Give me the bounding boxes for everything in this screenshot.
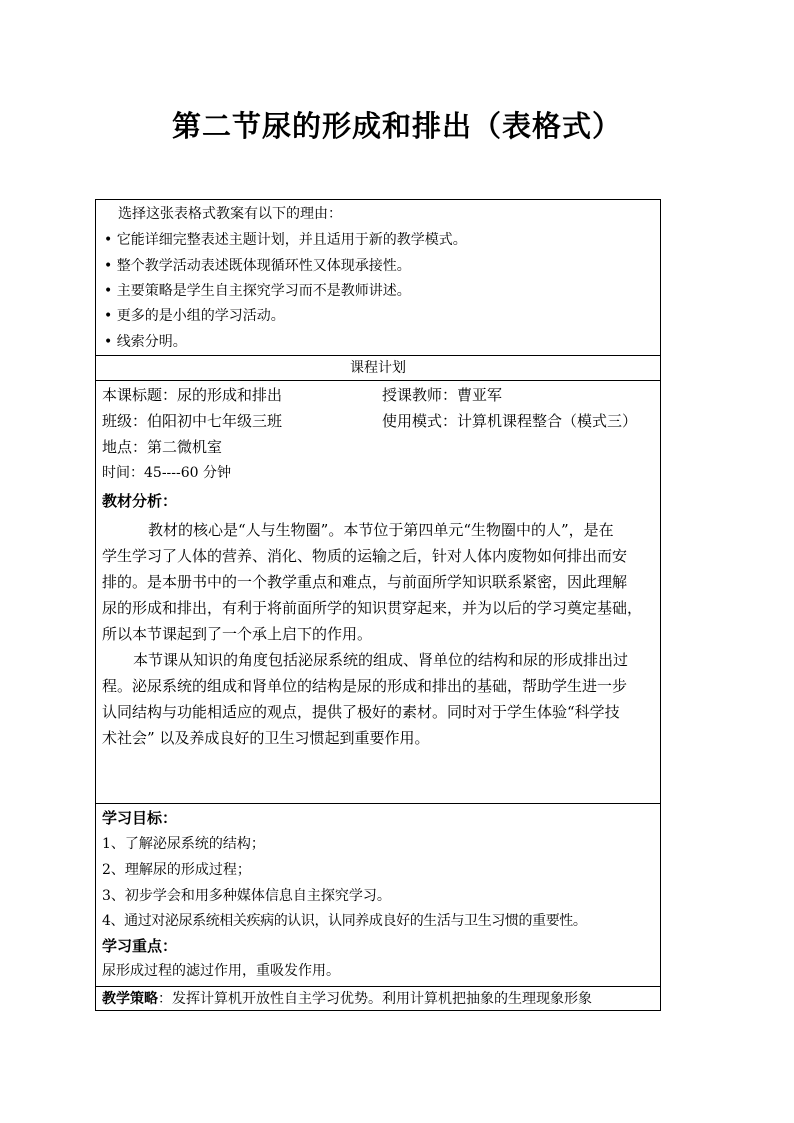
strategy-text: ：发挥计算机开放性自主学习优势。利用计算机把抽象的生理现象形象 [158,991,592,1007]
analysis-para1-line: 所以本节课起到了一个承上启下的作用。 [102,625,373,643]
analysis-para1-line: 排的。是本册书中的一个教学重点和难点，与前面所学知识联系紧密，因此理解 [102,573,628,591]
objective-item: 4、通过对泌尿系统相关疾病的认识，认同养成良好的生活与卫生习惯的重要性。 [102,913,587,929]
reason-item: • 线索分明。 [104,334,187,350]
divider [96,380,660,381]
analysis-para2-line: 术社会” 以及养成良好的卫生习惯起到重要作用。 [102,729,430,747]
reason-item: • 主要策略是学生自主探究学习而不是教师讲述。 [104,283,411,299]
lesson-location: 地点：第二微机室 [102,438,223,456]
analysis-para1-line: 学生学习了人体的营养、消化、物质的运输之后，针对人体内废物如何排出而安 [102,547,628,565]
page-title: 第二节尿的形成和排出（表格式） [171,109,622,143]
strategy-heading: 教学策略 [102,991,158,1007]
keypoints-text: 尿形成过程的滤过作用，重吸发作用。 [102,963,340,979]
reason-item: • 更多的是小组的学习活动。 [104,308,285,324]
lesson-class: 班级：伯阳初中七年级三班 [102,412,283,430]
divider [96,355,660,356]
lesson-teacher: 授课教师：曹亚军 [382,386,503,404]
analysis-para2-line: 程。泌尿系统的组成和肾单位的结构是尿的形成和排出的基础，帮助学生进一步 [102,677,628,695]
analysis-para1-line: 尿的形成和排出，有利于将前面所学的知识贯穿起来，并为以后的学习奠定基础， [102,599,643,617]
strategy-row [102,989,592,1009]
reason-item: • 整个教学活动表述既体现循环性又体现承接性。 [104,258,411,274]
divider [96,986,660,987]
lesson-time: 时间：45----60 分钟 [102,465,232,481]
analysis-para1-line: 教材的核心是“人与生物圈”。本节位于第四单元“生物圈中的人”，是在 [148,521,614,539]
lesson-topic: 本课标题：尿的形成和排出 [102,386,283,404]
reasons-intro: 选择这张表格式教案有以下的理由： [118,206,342,222]
lesson-plan-table [95,199,661,1011]
lesson-mode: 使用模式：计算机课程整合（模式三） [382,412,638,430]
reason-item: • 它能详细完整表述主题计划，并且适用于新的教学模式。 [104,232,467,248]
divider [96,803,660,804]
plan-header: 课程计划 [350,360,406,376]
objective-item: 3、初步学会和用多种媒体信息自主探究学习。 [102,888,391,904]
analysis-para2-line: 认同结构与功能相适应的观点，提供了极好的素材。同时对于学生体验“科学技 [102,703,620,721]
keypoints-heading: 学习重点： [102,937,178,955]
objective-item: 2、理解尿的形成过程； [102,862,251,878]
analysis-para2-line: 本节课从知识的角度包括泌尿系统的组成、肾单位的结构和尿的形成排出过 [133,651,629,669]
objective-item: 1、了解泌尿系统的结构； [102,836,265,852]
analysis-heading: 教材分析： [102,492,178,510]
objectives-heading: 学习目标： [102,809,178,827]
